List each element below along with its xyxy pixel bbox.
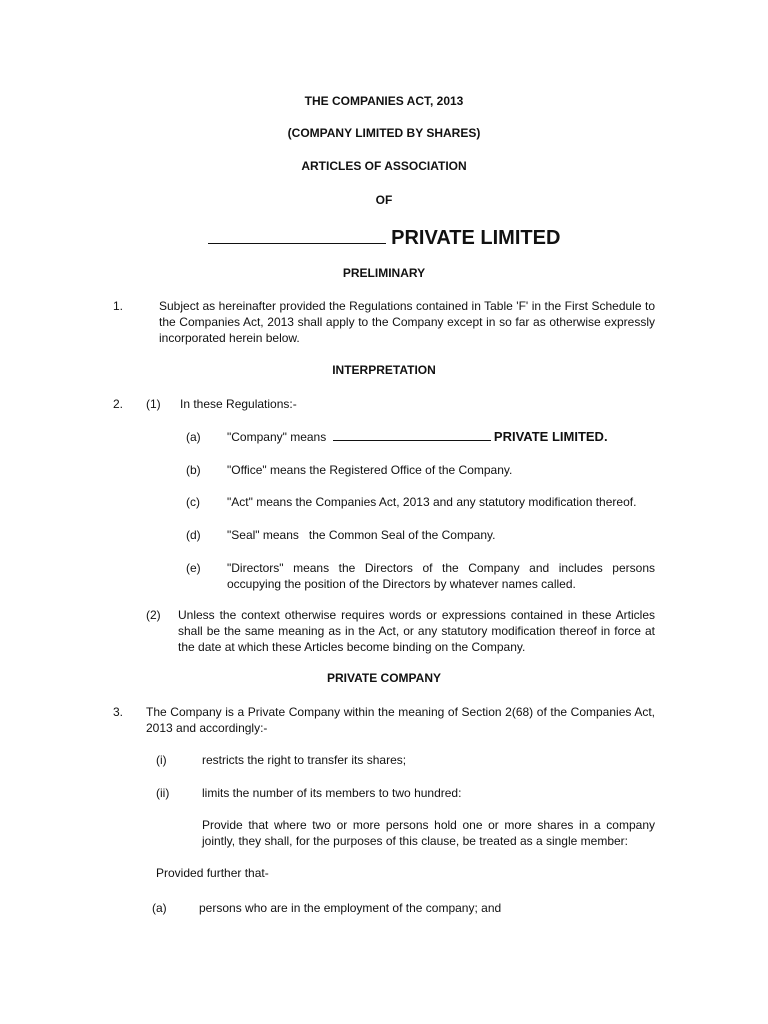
restriction-label: (ii)	[156, 786, 170, 800]
clause-1-number: 1.	[113, 299, 124, 313]
restriction-label: (i)	[156, 753, 167, 767]
company-name-blank-small	[333, 440, 491, 441]
private-company-heading: PRIVATE COMPANY	[326, 671, 441, 685]
company-name-line	[0, 226, 768, 250]
clause-2-sub1-number: (1)	[146, 397, 161, 411]
clause-2-sub2-number: (2)	[146, 608, 161, 622]
doc-title: ARTICLES OF ASSOCIATION	[301, 159, 467, 173]
definition-label: (e)	[186, 561, 201, 575]
restriction-transfer: restricts the right to transfer its shares;	[202, 753, 407, 767]
provided-further: Provided further that-	[156, 866, 269, 880]
interpretation-heading: INTERPRETATION	[332, 363, 436, 377]
definition-label: (b)	[186, 463, 201, 477]
definition-label: (d)	[186, 528, 201, 542]
company-name-suffix: PRIVATE LIMITED	[391, 227, 561, 249]
clause-3-intro: The Company is a Private Company within the meaning of Section 2(68) of the Companies Act, 2013 and accordingly:-	[146, 705, 655, 735]
restriction-members: limits the number of its members to two hundred:	[202, 786, 462, 800]
preliminary-heading: PRELIMINARY	[342, 266, 426, 280]
definition-text: "Company" means	[227, 430, 327, 444]
definition-label: (a)	[186, 430, 201, 444]
further-label: (a)	[152, 901, 167, 915]
definition-company	[227, 429, 608, 445]
company-name-blank	[208, 243, 386, 244]
clause-1-text: Subject as hereinafter provided the Regulations contained in Table 'F' in the First Schedule to the Companies Act, 2013 shall apply to the Company except in so far as otherwise expressly incorporated herein below.	[159, 299, 655, 345]
joint-holder-proviso: Provide that where two or more persons hold one or more shares in a company jointly, they shall, for the purposes of this clause, be treated as a single member:	[202, 818, 655, 848]
clause-2-sub2-text: Unless the context otherwise requires words or expressions contained in these Articles shall be the same meaning as in the Act, or any statutory modification thereof in force at the date at which these Articles become binding on the Company.	[178, 608, 655, 654]
of-label: OF	[375, 193, 393, 207]
definition-office: "Office" means the Registered Office of the Company.	[227, 463, 513, 477]
act-title: THE COMPANIES ACT, 2013	[304, 94, 464, 108]
clause-2-sub1-text: In these Regulations:-	[180, 397, 297, 411]
definition-suffix: PRIVATE LIMITED.	[493, 429, 608, 444]
clause-3-number: 3.	[113, 705, 124, 719]
definition-act: "Act" means the Companies Act, 2013 and any statutory modification thereof.	[227, 495, 637, 509]
clause-2-number: 2.	[113, 397, 124, 411]
further-employees: persons who are in the employment of the company; and	[199, 901, 502, 915]
definition-directors: "Directors" means the Directors of the Company and includes persons occupying the position of the Directors by whatever names called.	[227, 561, 655, 591]
definition-seal: "Seal" means the Common Seal of the Company.	[227, 528, 496, 542]
definition-label: (c)	[186, 495, 200, 509]
company-type: (COMPANY LIMITED BY SHARES)	[287, 126, 481, 140]
